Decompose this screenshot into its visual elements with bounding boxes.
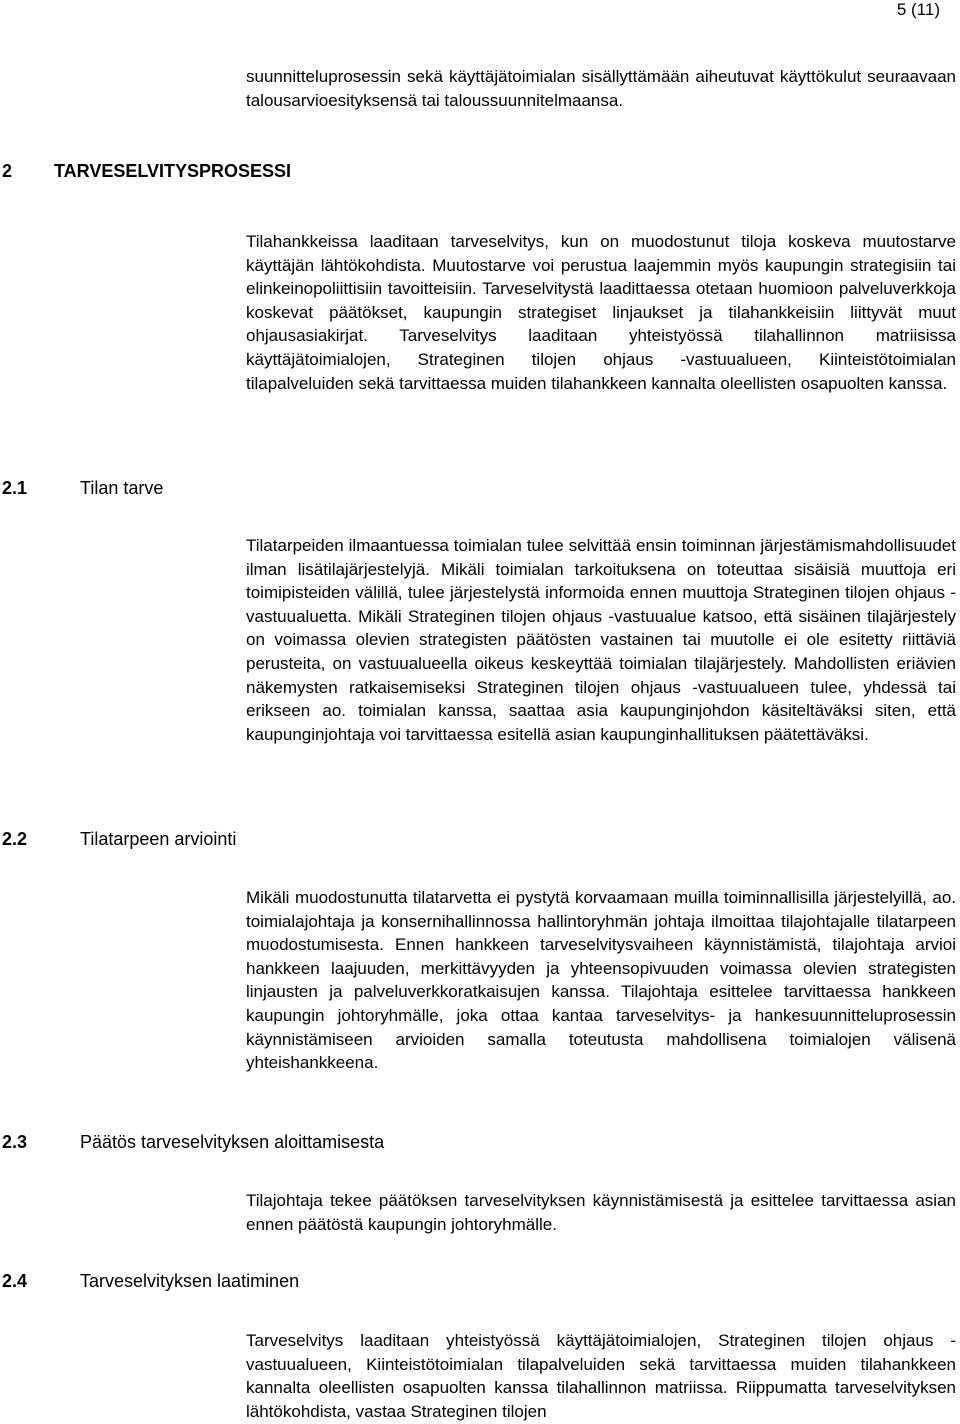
section-number: 2.4 [2, 1271, 28, 1291]
section-number: 2 [2, 161, 13, 181]
section-2-3-paragraph: Tilajohtaja tekee päätöksen tarveselvityksen käynnistämisestä ja esittelee tarvittaessa asian ennen päätöstä kaupungin johtoryhmälle. [246, 1191, 956, 1234]
intro-paragraph: suunnitteluprosessin sekä käyttäjätoimialan sisällyttämään aiheutuvat käyttökulut seuraavaan talousarvioesityksensä tai taloussuunnitelmaansa. [246, 67, 956, 110]
section-title: TARVESELVITYSPROSESSI [54, 161, 292, 181]
section-2-1-paragraph: Tilatarpeiden ilmaantuessa toimialan tulee selvittää ensin toiminnan järjestämismahdollisuudet ilman lisätilajärjestelyjä. Mikäli toimialan tarkoituksena on toteuttaa sisäisiä muuttoja eri toimipisteiden välillä, tulee järjestelystä informoida ennen muuttoja Strateginen tilojen ohjaus -vastuualuetta. Mikäli Strateginen tilojen ohjaus -vastuualue katsoo, että sisäinen tilajärjestely on voimassa olevien strategisten päätösten vastainen tai muutolle ei ole esitetty riittäviä perusteita, on vastuualueella oikeus keskeyttää toimialan tilajärjestely. Mahdollisten eriävien näkemysten ratkaisemiseksi Strateginen tilojen ohjaus -vastuualueen tulee, yhdessä tai erikseen ao. toimialan kanssa, saattaa asia kaupunginjohdon käsiteltäväksi siten, että kaupunginjohtaja voi tarvittaessa esitellä asian kaupunginhallituksen päätettäväksi. [246, 536, 956, 744]
section-title: Tilan tarve [80, 478, 164, 498]
section-number: 2.2 [2, 829, 28, 849]
section-2-paragraph: Tilahankkeissa laaditaan tarveselvitys, kun on muodostunut tiloja koskeva muutostarve käyttäjän lähtökohdista. Muutostarve voi perustua laajemmin myös kaupungin strategisiin tai elinkeinopoliittisiin tavoitteisiin. Tarveselvitystä laadittaessa otetaan huomioon palveluverkkoja koskevat päätökset, kaupungin strategiset linjaukset ja tilahankkeisiin liittyvät muut ohjausasiakirjat. Tarveselvitys laaditaan yhteistyössä tilahallinnon matriisissa käyttäjätoimialojen, Strateginen tilojen ohjaus -vastuualueen, Kiinteistötoimialan tilapalveluiden sekä tarvittaessa muiden tilahankkeen kannalta oleellisten osapuolten kanssa. [246, 232, 956, 393]
page-number: 5 (11) [896, 0, 940, 19]
section-number: 2.3 [2, 1132, 28, 1152]
section-title: Tilatarpeen arviointi [80, 829, 237, 849]
section-heading-2-4 [2, 1269, 299, 1293]
section-title: Tarveselvityksen laatiminen [80, 1271, 300, 1291]
section-2-4-paragraph: Tarveselvitys laaditaan yhteistyössä käyttäjätoimialojen, Strateginen tilojen ohjaus -vastuualueen, Kiinteistötoimialan tilapalveluiden sekä tarvittaessa muiden tilahankkeen kannalta oleellisten osapuolten kanssa tilahallinnon matriissa. Riippumatta tarveselvityksen lähtökohdista, vastaa Strateginen tilojen [246, 1331, 956, 1421]
section-heading-2 [2, 159, 291, 183]
section-title: Päätös tarveselvityksen aloittamisesta [80, 1132, 385, 1152]
section-2-2-paragraph: Mikäli muodostunutta tilatarvetta ei pystytä korvaamaan muilla toiminnallisilla järjestelyillä, ao. toimialajohtaja ja konsernihallinnossa hallintoryhmän johtaja ilmoittaa tilajohtajalle tilatarpeen muodostumisesta. Ennen hankkeen tarveselvitysvaiheen käynnistämistä, tilajohtaja arvioi hankkeen laajuuden, merkittävyyden ja yhteensopivuuden voimassa olevien strategisten linjausten ja palveluverkkoratkaisujen kanssa. Tilajohtaja esittelee tarvittaessa hankkeen kaupungin johtoryhmälle, joka ottaa kantaa tarveselvitys- ja hankesuunnitteluprosessin käynnistämiseen arvioiden samalla toteutusta mahdollisena toimialojen välisenä yhteishankkeena. [246, 888, 956, 1073]
section-number: 2.1 [2, 478, 28, 498]
section-heading-2-1 [2, 476, 163, 500]
section-heading-2-3 [2, 1130, 384, 1154]
section-heading-2-2 [2, 827, 236, 851]
